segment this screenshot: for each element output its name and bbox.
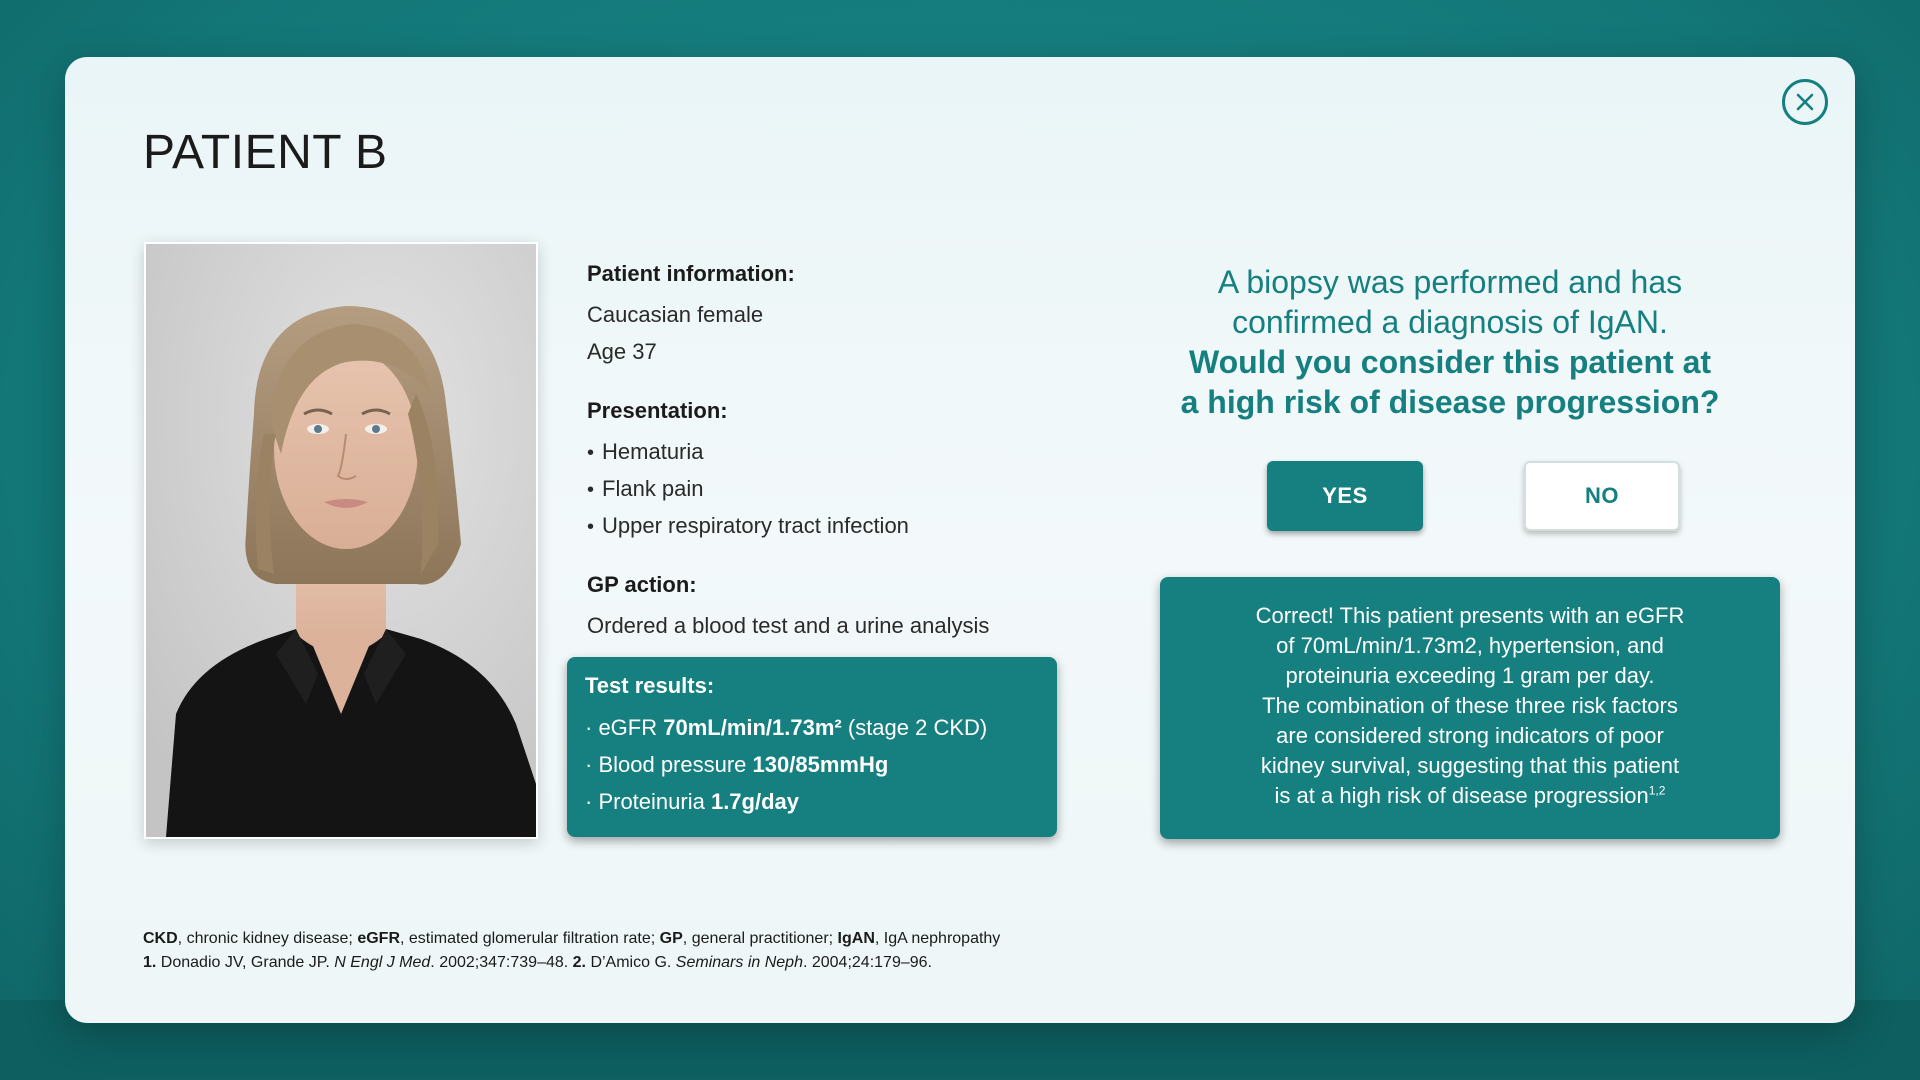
patient-info-heading: Patient information:	[587, 261, 795, 286]
references-line	[143, 951, 1000, 975]
test-result-row	[585, 709, 1039, 746]
feedback-line: Correct! This patient presents with an eGFR	[1255, 603, 1685, 628]
patient-modal	[65, 57, 1855, 1023]
reference-details: . 2002;347:739–48.	[430, 954, 573, 971]
abbr-term: CKD	[143, 930, 178, 947]
feedback-line: is at a high risk of disease progression	[1274, 783, 1649, 808]
test-result-row	[585, 783, 1039, 820]
gp-action-text: Ordered a blood test and a urine analysis	[587, 613, 990, 638]
abbr-definition: , IgA nephropathy	[874, 930, 1001, 947]
test-result-label: · eGFR	[585, 715, 664, 740]
abbr-definition: , chronic kidney disease;	[177, 930, 358, 947]
feedback-line: proteinuria exceeding 1 gram per day.	[1285, 663, 1655, 688]
abbr-term: eGFR	[357, 930, 400, 947]
question-line: A biopsy was performed and has	[1217, 264, 1683, 300]
reference-journal: Seminars in Neph	[675, 954, 803, 971]
test-result-value: 1.7g/day	[710, 789, 799, 814]
abbr-term: IgAN	[837, 930, 875, 947]
feedback-panel	[1160, 577, 1780, 839]
no-button[interactable]: NO	[1524, 461, 1680, 531]
reference-number: 1.	[143, 954, 157, 971]
question-text	[1150, 262, 1750, 422]
test-result-value: 70mL/min/1.73m²	[663, 715, 842, 740]
test-result-row	[585, 746, 1039, 783]
test-result-label: · Proteinuria	[585, 789, 711, 814]
patient-photo	[144, 242, 538, 839]
presentation-item: • Flank pain	[587, 476, 704, 502]
question-line: confirmed a diagnosis of IgAN.	[1232, 304, 1668, 340]
patient-info-line: Age 37	[587, 339, 657, 364]
test-result-note: (stage 2 CKD)	[841, 715, 988, 740]
patient-portrait-icon	[146, 244, 536, 837]
close-button[interactable]	[1782, 79, 1828, 125]
reference-journal: N Engl J Med	[334, 954, 431, 971]
patient-info-line: Caucasian female	[587, 302, 764, 327]
feedback-line: are considered strong indicators of poor	[1276, 723, 1664, 748]
abbr-definition: , general practitioner;	[682, 930, 838, 947]
abbr-term: GP	[659, 930, 683, 947]
abbr-definition: , estimated glomerular filtration rate;	[400, 930, 660, 947]
reference-authors: Donadio JV, Grande JP.	[156, 954, 335, 971]
page-title: PATIENT B	[143, 126, 388, 179]
feedback-line: of 70mL/min/1.73m2, hypertension, and	[1276, 633, 1664, 658]
presentation-item: • Upper respiratory tract infection	[587, 513, 909, 539]
presentation-item: • Hematuria	[587, 439, 704, 465]
feedback-line: The combination of these three risk factors	[1262, 693, 1678, 718]
feedback-line-last	[1190, 781, 1750, 811]
close-icon	[1793, 90, 1817, 114]
question-line-emphasis: Would you consider this patient at	[1188, 344, 1712, 380]
question-line-emphasis: a high risk of disease progression?	[1180, 384, 1720, 420]
abbreviations-line	[143, 927, 1000, 951]
test-results-panel	[567, 657, 1057, 837]
feedback-line: kidney survival, suggesting that this patient	[1260, 753, 1680, 778]
presentation-heading: Presentation:	[587, 398, 728, 423]
reference-superscript: 1,2	[1648, 783, 1666, 798]
reference-authors: D’Amico G.	[586, 954, 676, 971]
reference-details: . 2004;24:179–96.	[802, 954, 932, 971]
gp-action-heading: GP action:	[587, 572, 697, 597]
reference-number: 2.	[572, 954, 586, 971]
test-result-value: 130/85mmHg	[752, 752, 889, 777]
test-result-label: · Blood pressure	[585, 752, 753, 777]
yes-button[interactable]: YES	[1267, 461, 1423, 531]
test-results-title: Test results:	[585, 673, 715, 698]
footnotes	[143, 927, 1000, 975]
